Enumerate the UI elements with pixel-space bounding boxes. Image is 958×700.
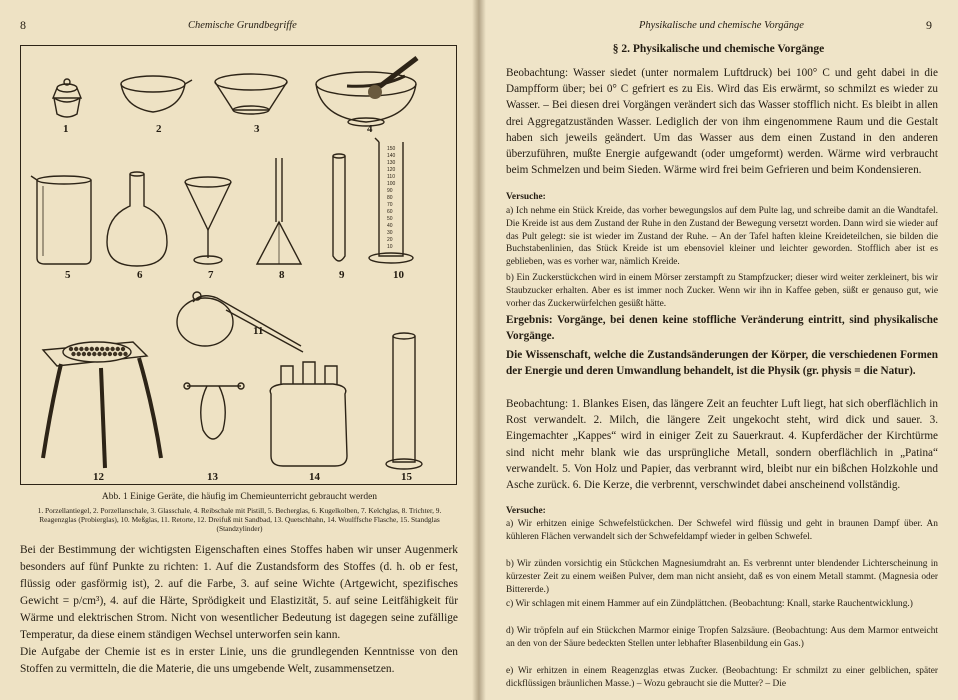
figure-label-15: 15 — [401, 471, 412, 483]
experiment-percussion-cap: c) Wir schlagen mit einem Hammer auf ein Zündplättchen. (Beobachtung: Knall, starke Rauchentwicklung.) — [506, 599, 913, 609]
crucible-drawing — [53, 79, 81, 117]
running-header-left: Chemische Grundbegriffe — [188, 20, 297, 31]
apparatus-figure — [20, 45, 457, 485]
scale-mark-30: 30 — [387, 230, 393, 236]
sand-granule — [87, 352, 91, 356]
sand-granule — [77, 352, 81, 356]
scale-mark-40: 40 — [387, 223, 393, 229]
beaker-drawing — [31, 176, 91, 264]
figure-label-14: 14 — [309, 471, 320, 483]
scale-mark-120: 120 — [387, 167, 396, 173]
figure-label-6: 6 — [137, 269, 143, 281]
figure-label-9: 9 — [339, 269, 345, 281]
round-flask-drawing — [107, 172, 167, 266]
mortar-pestle-drawing — [316, 58, 417, 126]
sand-granule — [103, 352, 107, 356]
observation-water: Beobachtung: Wasser siedet (unter normalem Luftdruck) bei 100° C und geht dabei in die Dampfform über; bei 0° C gefriert es zu Eis. Wird das Eis erwärmt, so schmilzt es wieder zu Wasser. – Bei diesen drei Vorgängen verändert sich das Wasser stofflich nicht. Es bleibt in allen drei Aggregatzuständen Wasser. Lediglich der von ihm eingenommene Raum und die Gestalt haben sich jeweils geändert. Um das Wasser aus dem einen Zustand in den anderen überzuführen, mußte Energie aufgewandt (oder umgeformt) werden. Wärme wird verbraucht beim Schmelzen und beim Sieden. Wärme wird frei beim Gefrieren und beim Kondensieren. — [506, 67, 938, 177]
observation-chemical: Beobachtung: 1. Blankes Eisen, das längere Zeit an feuchter Luft liegt, hat sich oberflächlich in Rost verwandelt. 2. Milch, die längere Zeit ungekocht steht, wird dick und sauer. 3. Eingemachter „Kappes“ wird in einiger Zeit zu Sauerkraut. 4. Kupferdächer der Kirchtürme sind nicht mehr blank wie das ursprüngliche Metall, sondern oberflächlich in „Patina“ verwandelt. 5. Von Holz und Papier, das verbrannt wird, bleibt nur ein bißchen Holzkohle und Asche zurück. 6. Die Kerze, die verbrennt, verschwindet dabei anscheinend vollständig. — [506, 398, 938, 492]
figure-label-2: 2 — [156, 123, 162, 135]
sand-granule — [97, 352, 101, 356]
test-tube-drawing — [333, 154, 345, 261]
running-header-right: Physikalische und chemische Vorgänge — [639, 20, 804, 31]
figure-label-5: 5 — [65, 269, 71, 281]
scale-mark-70: 70 — [387, 202, 393, 208]
sand-granule — [121, 347, 125, 351]
experiment-marble: d) Wir tröpfeln auf ein Stückchen Marmor einige Tropfen Salzsäure. (Beobachtung: Aus dem Marmor entweicht an den von der Säure bedeckten Stellen unter lebhafter Blasenbildung ein Gas.) — [506, 626, 938, 649]
experiments-label-1: Versuche: — [506, 192, 546, 202]
figure-label-3: 3 — [254, 123, 260, 135]
physics-definition: Die Wissenschaft, welche die Zustandsänderungen der Körper, die verschiedenen Formen der Energie und deren Umwandlung behandelt, ist die Physik (gr. physis = die Natur). — [506, 349, 938, 378]
figure-labels — [63, 123, 413, 483]
left-body-text — [20, 542, 458, 678]
sand-granule — [69, 347, 73, 351]
scale-mark-90: 90 — [387, 188, 393, 194]
figure-caption: Abb. 1 Einige Geräte, die häufig im Chemieunterricht gebraucht werden — [101, 492, 378, 502]
page-number-left: 8 — [20, 18, 26, 32]
retort-drawing — [177, 292, 303, 352]
sand-granule — [84, 347, 88, 351]
tripod-sandbath-drawing — [43, 342, 161, 468]
pinch-clamp-drawing — [184, 383, 244, 439]
experiment-sugar: b) Ein Zuckerstückchen wird in einem Mörser zerstampft zu Stampfzucker; dieser wird weiter zerkleinert, bis wir Staubzucker erhalten. Aber es ist immer noch Zucker. Wenn wir ihn in Kaffee geben, süßt er genauso gut, wie vorher das Zuckerwürfelchen gesüßt hätte. — [506, 273, 938, 309]
sand-granule — [123, 352, 127, 356]
page-number-right: 9 — [926, 18, 932, 32]
cylinder-scale — [387, 146, 396, 250]
sand-granule — [108, 352, 112, 356]
right-page — [479, 0, 958, 700]
sand-granule — [74, 347, 78, 351]
sand-granule — [90, 347, 94, 351]
goblet-drawing — [185, 177, 231, 264]
glass-dish-drawing — [215, 74, 287, 114]
sand-granule — [113, 352, 117, 356]
scale-mark-130: 130 — [387, 160, 396, 166]
figure-label-8: 8 — [279, 269, 285, 281]
scale-mark-10: 10 — [387, 244, 393, 250]
figure-legend: 1. Porzellantiegel, 2. Porzellanschale, 3. Glasschale, 4. Reibschale mit Pistill, 5. Becherglas, 6. Kugelkolben, 7. Kelchglas, 8. Trichter, 9. Reagenzglas (Probierglas), 10. Meßglas, 11. Retorte, 12. Dreifuß mit Sandbad, 13. Quetschhahn, 14. Woulffsche Flasche, 15. Standglas (Standzylinder) — [37, 506, 442, 533]
porcelain-dish-drawing — [121, 76, 192, 112]
experiment-magnesium: b) Wir zünden vorsichtig ein Stückchen Magnesiumdraht an. Es verbrennt unter blendender Lichterscheinung in kürzester Zeit zu einem weißen Pulver, dem man nicht ansieht, daß es von einem Metall stammt. (Magnesia oder Bittererde.) — [506, 559, 938, 595]
sand-granule — [118, 352, 122, 356]
scale-mark-100: 100 — [387, 181, 396, 187]
result-physical: Ergebnis: Vorgänge, bei denen keine stoffliche Veränderung eintritt, sind physikalische Vorgänge. — [506, 314, 938, 343]
scale-mark-150: 150 — [387, 146, 396, 152]
figure-label-4: 4 — [367, 123, 373, 135]
woulff-bottle-drawing — [270, 362, 347, 466]
book-gutter — [472, 0, 486, 700]
experiment-sugar-heating: e) Wir erhitzen in einem Reagenzglas etwas Zucker. (Beobachtung: Er schmilzt zu einer gelblichen, später dickflüssigen bräunlichen Masse.) – Wozu gebraucht sie die Mutter? – Die — [506, 666, 938, 689]
figure-label-13: 13 — [207, 471, 218, 483]
figure-label-7: 7 — [208, 269, 214, 281]
sand-granule — [105, 347, 109, 351]
experiment-sulfur: a) Wir erhitzen einige Schwefelstückchen. Der Schwefel wird flüssig und geht in braunen Dampf über. An kühleren Flächen verwandelt sich der Schwefeldampf wieder in gelben Schwefel. — [506, 519, 938, 542]
sand-granule — [116, 347, 120, 351]
funnel-drawing — [257, 158, 301, 264]
sand-granule — [82, 352, 86, 356]
sand-granule — [110, 347, 114, 351]
sand-granule — [79, 347, 83, 351]
sand-granule — [92, 352, 96, 356]
properties-paragraph: Bei der Bestimmung der wichtigsten Eigenschaften eines Stoffes haben wir unser Augenmerk besonders auf fünf Punkte zu richten: 1. Auf die Zustandsform des Stoffes (d. h. ob er fest, flüssig oder gasförmig ist), 2. auf die Farbe, 3. auf seine Wichte (Artgewicht, spezifisches Gewicht = p/cm³), 4. auf die Härte, Sprödigkeit und Elastizität, 5. auf seine Leitfähigkeit für Wärme und elektrischen Strom. Nicht von wesentlicher Bedeutung ist dagegen seine zufällige Temperatur, da diese einem ständigen Wechsel unterworfen sein kann. — [20, 544, 458, 641]
figure-label-1: 1 — [63, 123, 69, 135]
sand-granule — [100, 347, 104, 351]
figure-label-10: 10 — [393, 269, 404, 281]
scale-mark-50: 50 — [387, 216, 393, 222]
standing-cylinder-drawing — [386, 333, 422, 469]
apparatus-drawing — [21, 46, 458, 486]
sand-granule — [71, 352, 75, 356]
figure-label-12: 12 — [93, 471, 104, 483]
figure-label-11: 11 — [253, 325, 264, 337]
sand-granule — [95, 347, 99, 351]
scale-mark-80: 80 — [387, 195, 393, 201]
scale-mark-60: 60 — [387, 209, 393, 215]
section-title: § 2. Physikalische und chemische Vorgänge — [612, 43, 825, 55]
experiment-chalk: a) Ich nehme ein Stück Kreide, das vorher bewegungslos auf dem Pulte lag, und schreibe damit an die Wandtafel. Die Kreide ist aus dem Zustand der Ruhe in den Zustand der Bewegung versetzt worden. Dann wird sie wieder auf das Pult gelegt: sie ist wieder im Zustand der Ruhe. – An der Tafel haften kleine Kreideteilchen, sie bilden die Buchstabenlinien, das Stück Kreide ist um ebensoviel kleiner und leichter geworden. Stofflich aber ist es geblieben, was es vorher war, nämlich Kreide. — [506, 206, 938, 268]
scale-mark-110: 110 — [387, 174, 395, 180]
experiments-label-2: Versuche: — [506, 506, 546, 516]
scale-mark-20: 20 — [387, 237, 393, 243]
task-of-chemistry-paragraph: Die Aufgabe der Chemie ist es in erster Linie, uns die grundlegenden Kenntnisse von den Stoffen zu vermitteln, die die Materie, die uns umgebende Welt, zusammensetzen. — [20, 646, 458, 675]
scale-mark-140: 140 — [387, 153, 396, 159]
